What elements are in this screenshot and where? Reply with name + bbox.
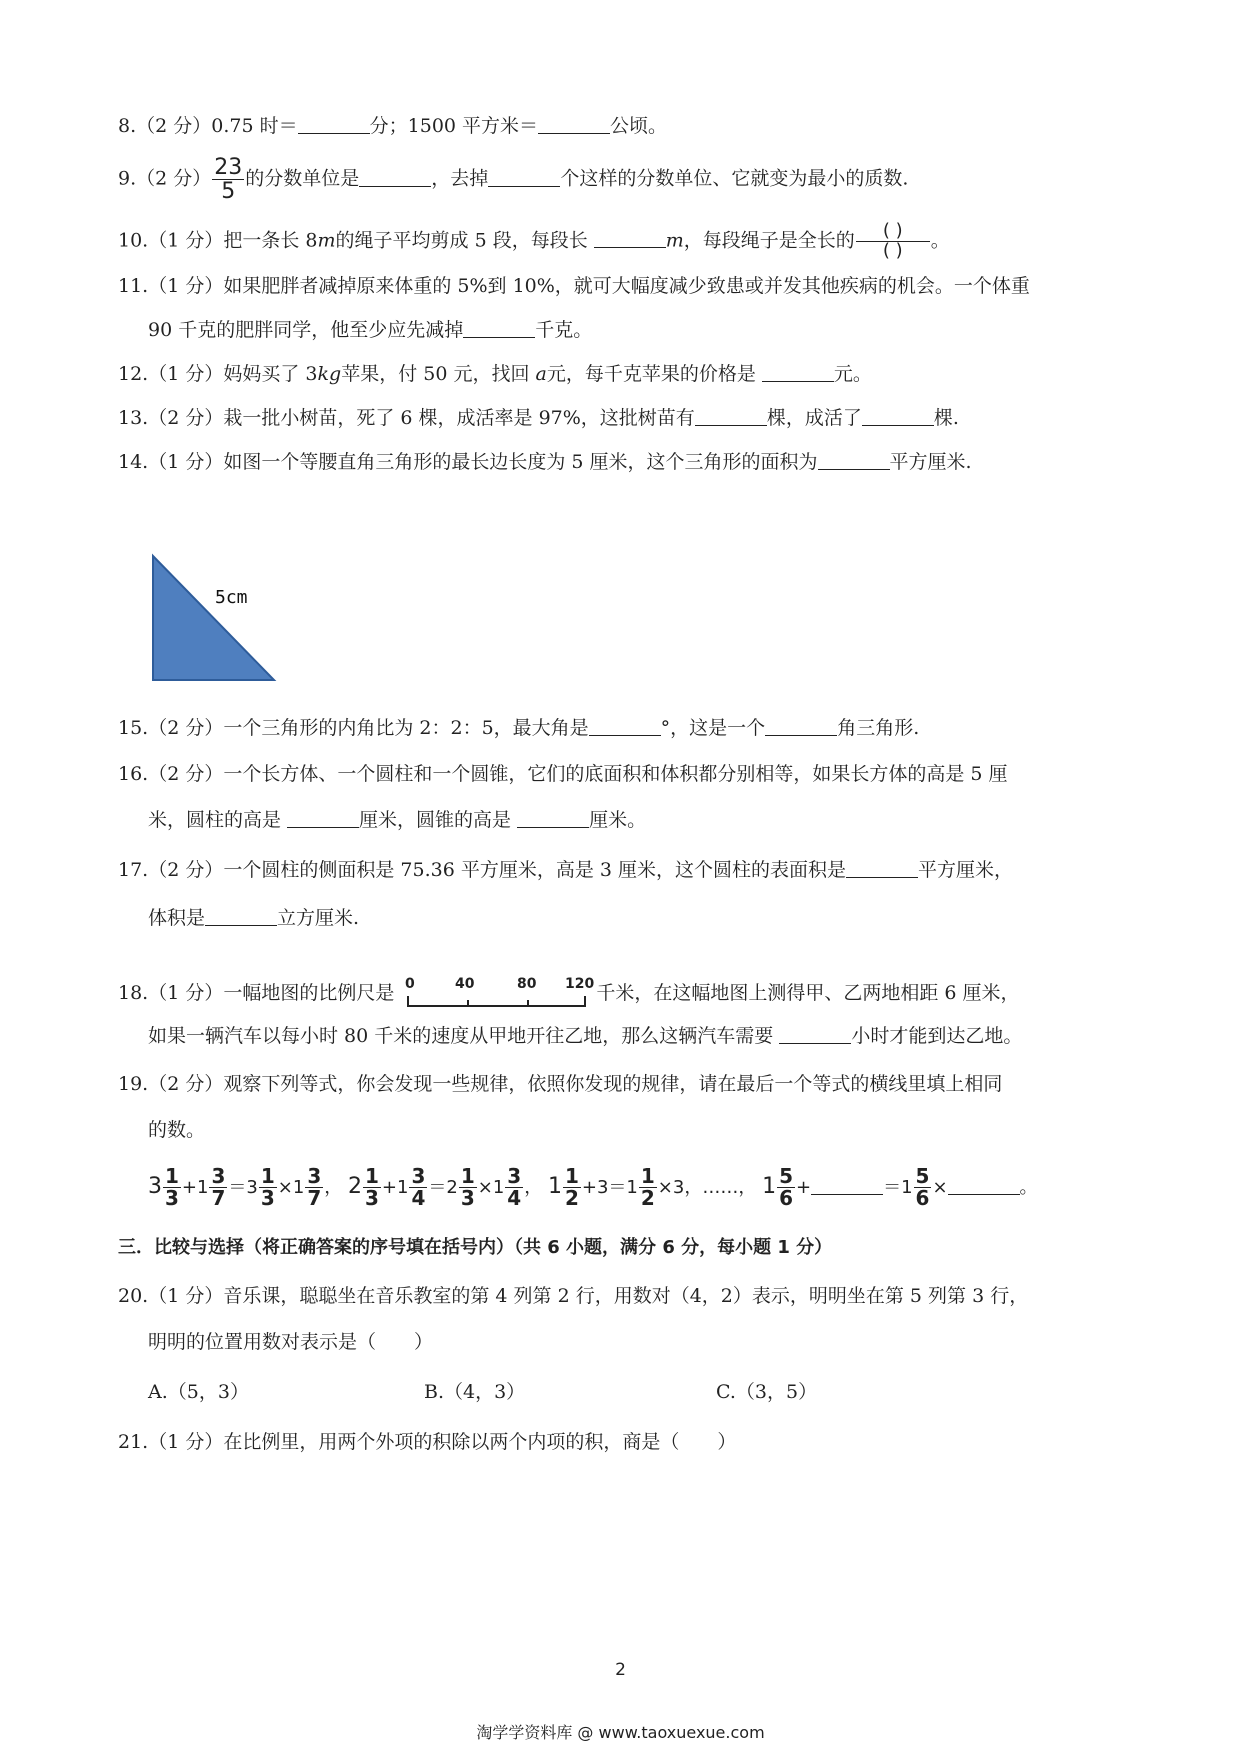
question-14: 14.（1 分）如图一个等腰直角三角形的最长边长度为 5 厘米，这个三角形的面积为 平方厘米. <box>118 451 972 473</box>
equation-2: 2 $\frac{1}{3}$ +1 $\frac{3}{4}$ ＝2 $\frac{1}{3}$ ×1 $\frac{3}{4}$ ， <box>347 1164 543 1210</box>
answer-blank[interactable] <box>695 407 767 426</box>
answer-blank[interactable] <box>762 363 834 382</box>
question-12: 12.（1 分）妈妈买了 3kg苹果，付 50 元，找回 a元，每千克苹果的价格是 元。 <box>118 363 872 385</box>
option-c[interactable]: C.（3，5） <box>716 1381 818 1403</box>
triangle-figure <box>150 553 280 683</box>
answer-blank[interactable] <box>287 809 359 828</box>
scale-line <box>408 996 585 1006</box>
answer-blank[interactable] <box>298 115 370 134</box>
fraction: $\frac{23}{5}$ <box>214 155 243 205</box>
answer-blank[interactable] <box>818 451 890 470</box>
hypotenuse-label: 5cm <box>215 587 248 608</box>
question-16-cont: 米，圆柱的高是 厘米，圆锥的高是 厘米。 <box>148 809 647 831</box>
question-19-cont: 的数。 <box>148 1119 206 1141</box>
scale-tick-label: 40 <box>455 976 475 992</box>
answer-blank[interactable] <box>862 407 934 426</box>
question-20: 20.（1 分）音乐课，聪聪坐在音乐教室的第 4 列第 2 行，用数对（4，2）表示，明明坐在第 5 列第 3 行， <box>118 1285 1029 1307</box>
question-20-cont: 明明的位置用数对表示是（ ） <box>148 1331 434 1353</box>
equation-row <box>148 1166 1038 1209</box>
answer-blank[interactable] <box>359 168 431 187</box>
page-number: 2 <box>615 1660 626 1680</box>
answer-blank[interactable] <box>463 319 535 338</box>
question-10: 10.（1 分）把一条长 8m的绳子平均剪成 5 段，每段长 m，每段绳子是全长的 $\frac{( )}{( )}$ 。 <box>118 220 950 261</box>
question-15: 15.（2 分）一个三角形的内角比为 2：2：5，最大角是 °，这是一个 角三角形. <box>118 717 920 739</box>
footer-watermark: 淘学学资料库 @ www.taoxuexue.com <box>476 1723 765 1742</box>
answer-blank[interactable] <box>811 1176 883 1195</box>
question-21: 21.（1 分）在比例里，用两个外项的积除以两个内项的积，商是（ ） <box>118 1431 737 1453</box>
answer-blank[interactable] <box>594 229 666 248</box>
question-18-cont: 如果一辆汽车以每小时 80 千米的速度从甲地开往乙地，那么这辆汽车需要 小时才能到达乙地。 <box>148 1025 1023 1047</box>
question-17-cont: 体积是 立方厘米. <box>148 907 360 929</box>
blank-fraction[interactable]: $\frac{( )}{( )}$ <box>856 222 930 261</box>
answer-blank[interactable] <box>538 115 610 134</box>
equation-1: 3 $\frac{1}{3}$ +1 $\frac{3}{7}$ ＝3 $\frac{1}{3}$ ×1 $\frac{3}{7}$ ， <box>148 1164 343 1210</box>
answer-blank[interactable] <box>846 859 918 878</box>
question-17: 17.（2 分）一个圆柱的侧面积是 75.36 平方厘米，高是 3 厘米，这个圆柱的表面积是 平方厘米， <box>118 859 1014 881</box>
question-19: 19.（2 分）观察下列等式，你会发现一些规律，依照你发现的规律，请在最后一个等式的横线里填上相同 <box>118 1073 1003 1095</box>
answer-blank[interactable] <box>779 1025 851 1044</box>
answer-blank[interactable] <box>589 717 661 736</box>
answer-blank[interactable] <box>765 717 837 736</box>
scale-tick-label: 120 <box>565 976 595 992</box>
option-a[interactable]: A.（5，3） <box>148 1381 249 1403</box>
option-b[interactable]: B.（4，3） <box>424 1381 526 1403</box>
section-heading: 三．比较与选择（将正确答案的序号填在括号内）（共 6 小题，满分 6 分，每小题 1 分） <box>118 1237 833 1258</box>
question-9: 9.（2 分） $\frac{23}{5}$ 的分数单位是 ，去掉 个这样的分数单位、它就变为最小的质数. <box>118 155 909 205</box>
question-16: 16.（2 分）一个长方体、一个圆柱和一个圆锥，它们的底面积和体积都分别相等，如果长方体的高是 5 厘 <box>118 763 1008 785</box>
options-row <box>148 1380 817 1404</box>
question-13: 13.（2 分）栽一批小树苗，死了 6 棵，成活率是 97%，这批树苗有 棵，成活了 棵. <box>118 407 959 429</box>
scale-tick-label: 0 <box>405 976 416 992</box>
right-triangle <box>153 556 274 680</box>
answer-blank[interactable] <box>517 809 589 828</box>
map-scale-bar <box>400 974 595 1014</box>
answer-blank[interactable] <box>205 907 277 926</box>
question-8: 8.（2 分）0.75 时＝ 分；1500 平方米＝ 公顷。 <box>118 115 668 137</box>
scale-tick-label: 80 <box>517 976 537 992</box>
question-11: 11.（1 分）如果肥胖者减掉原来体重的 5%到 10%，就可大幅度减少致患或并发其他疾病的机会。一个体重 <box>118 275 1030 297</box>
equation-4: 1 $\frac{5}{6}$ + ＝1 $\frac{5}{6}$ × 。 <box>762 1164 1038 1210</box>
answer-blank[interactable] <box>948 1176 1020 1195</box>
equation-3: 1 $\frac{1}{2}$ +3＝1 $\frac{1}{2}$ ×3，……， <box>547 1164 757 1210</box>
answer-blank[interactable] <box>488 168 560 187</box>
question-18: 18.（1 分）一幅地图的比例尺是 0 40 80 120 千米，在这幅地图上测得甲、乙两地相距 6 厘米， <box>118 974 1020 1014</box>
question-11-cont: 90 千克的肥胖同学，他至少应先减掉 千克。 <box>148 319 593 341</box>
